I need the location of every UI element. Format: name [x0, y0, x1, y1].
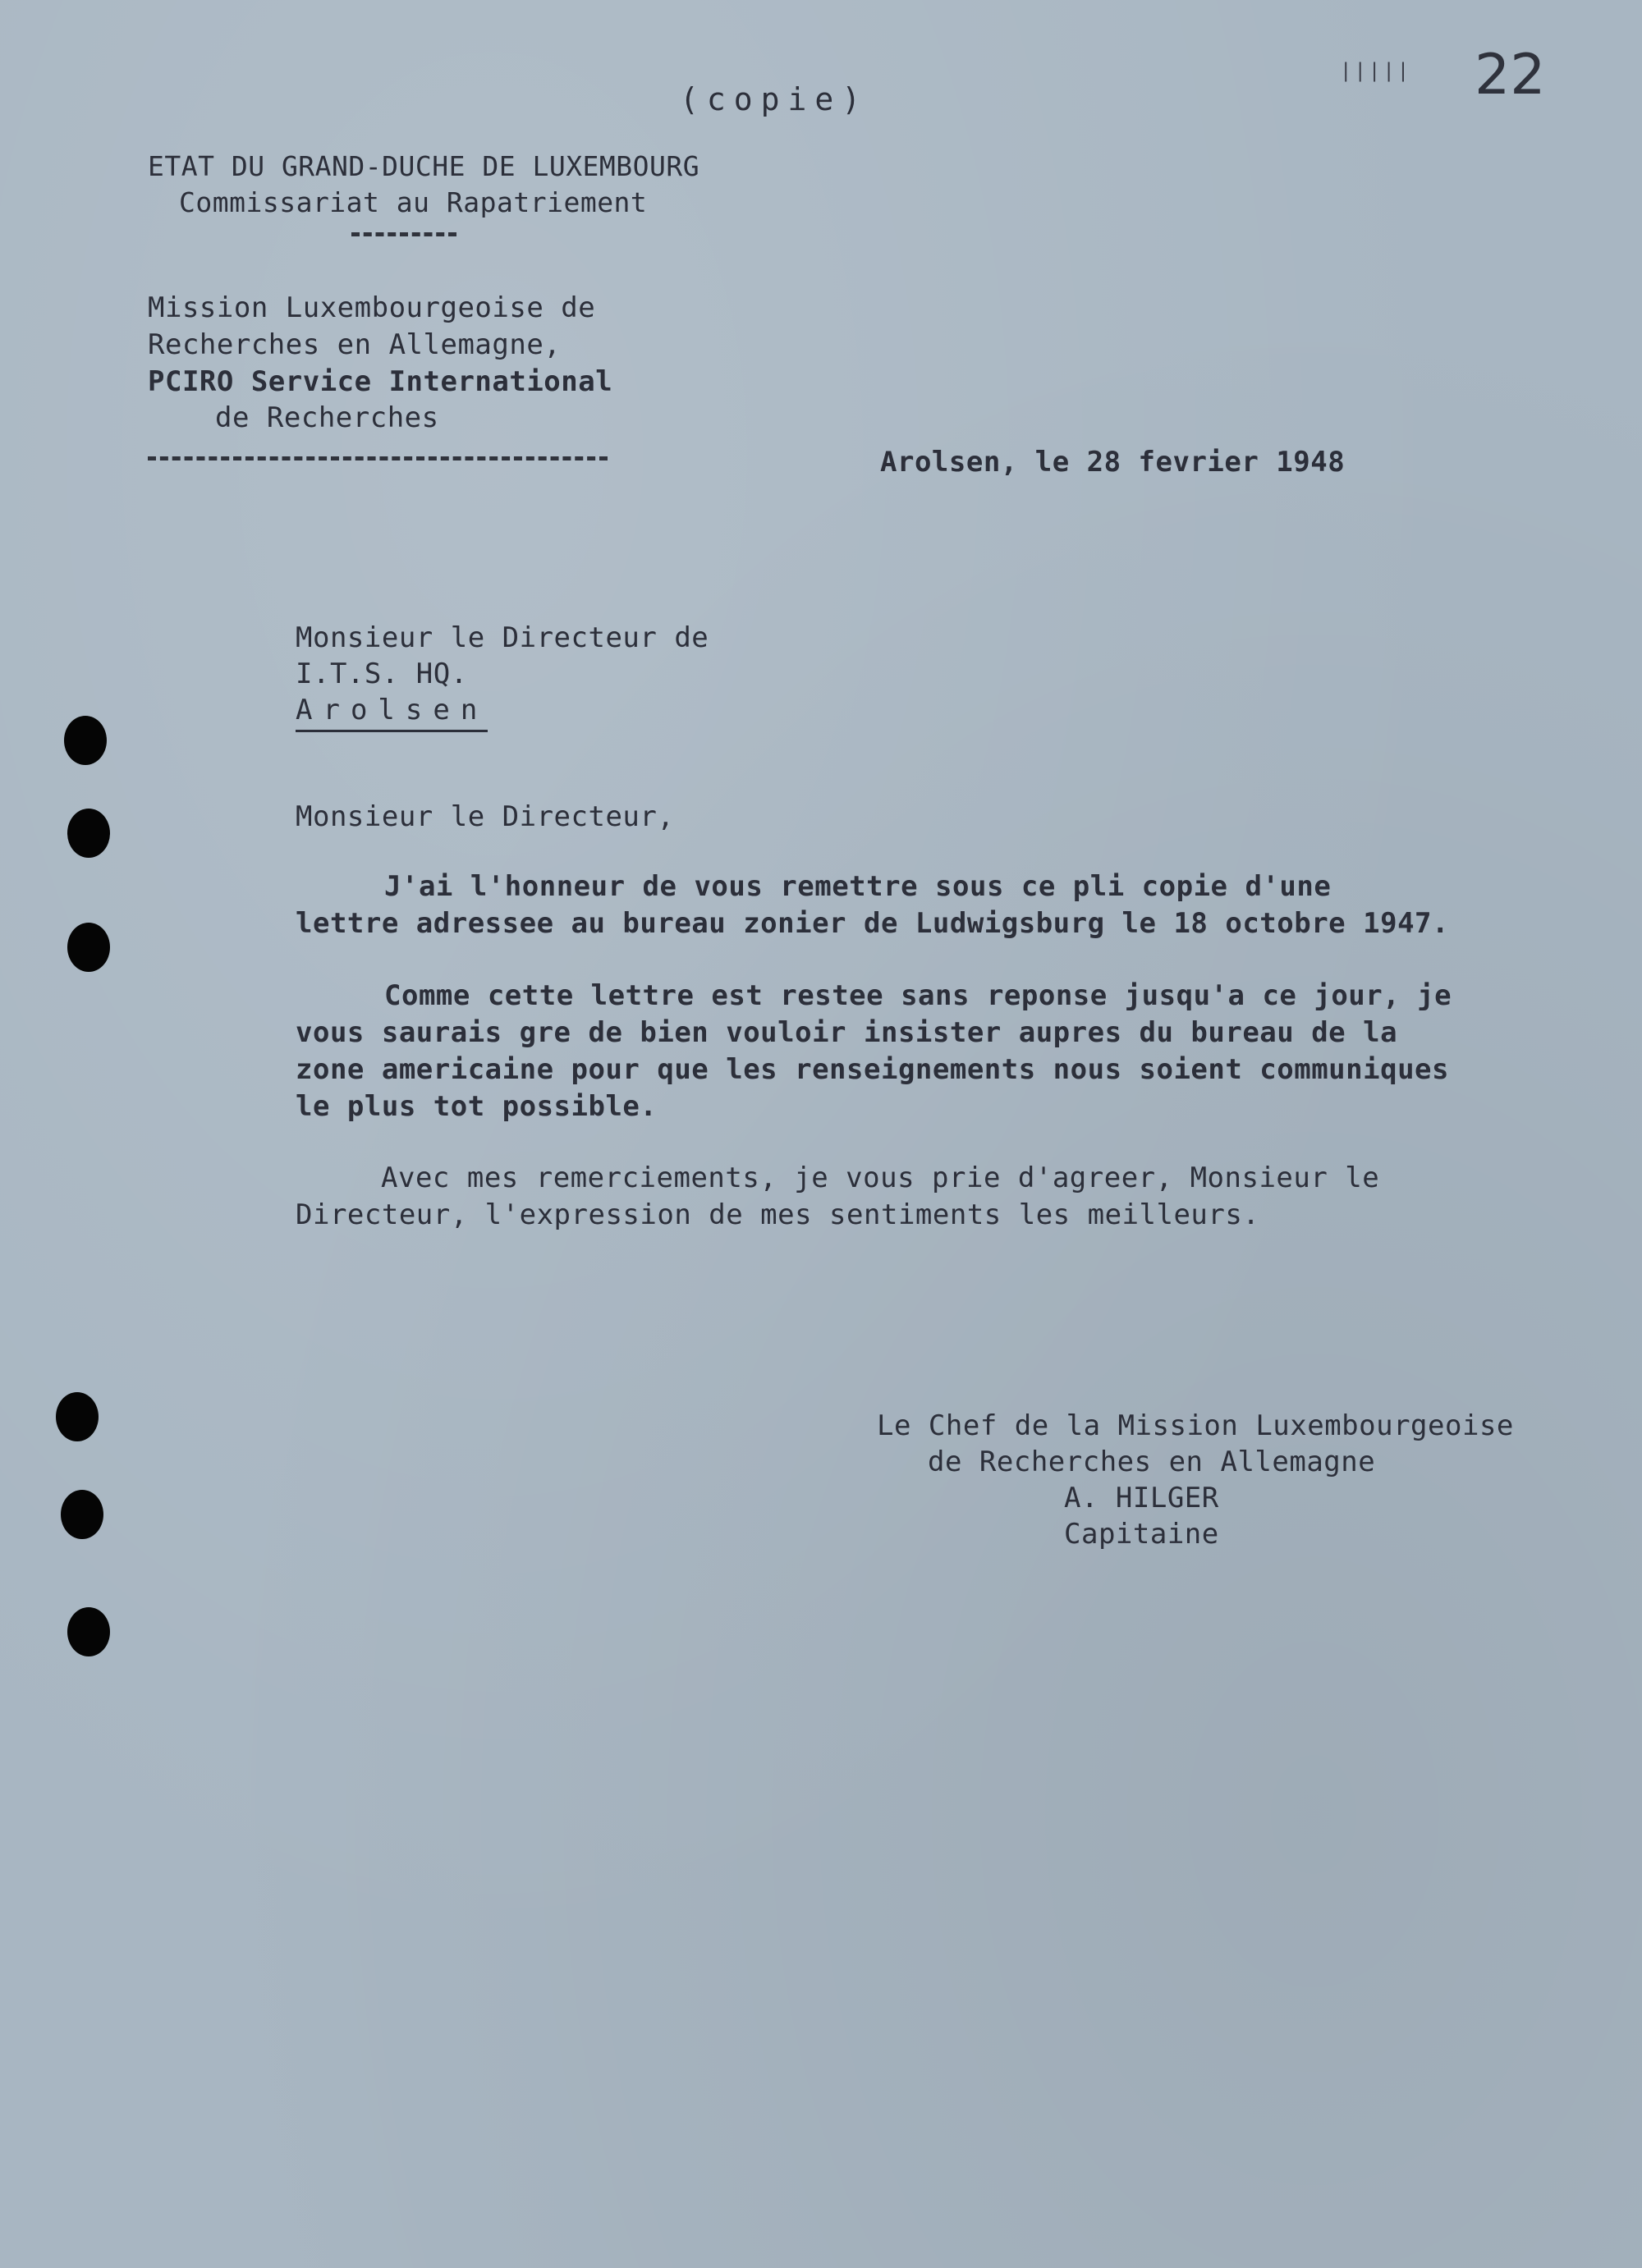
- para1-line-2: lettre adressee au bureau zonier de Ludwigsburg le 18 octobre 1947.: [296, 907, 1449, 940]
- mission-line-2: Recherches en Allemagne,: [148, 328, 562, 361]
- recipient-line-1: Monsieur le Directeur de: [296, 621, 709, 654]
- mission-line-3: PCIRO Service International: [148, 365, 613, 398]
- archive-stamp-mark: |||||: [1340, 59, 1412, 82]
- sender-office: Commissariat au Rapatriement: [179, 186, 648, 218]
- punch-hole: [56, 1392, 99, 1441]
- para2-line-1: Comme cette lettre est restee sans reponse jusqu'a ce jour, je: [384, 979, 1452, 1012]
- mission-line-4: de Recherches: [215, 401, 439, 434]
- punch-hole: [67, 809, 110, 858]
- para2-line-4: le plus tot possible.: [296, 1090, 658, 1123]
- signature-line-2: de Recherches en Allemagne: [928, 1446, 1376, 1478]
- punch-hole: [67, 923, 110, 972]
- recipient-city: Arolsen: [296, 694, 488, 732]
- punch-hole: [61, 1490, 103, 1539]
- mission-line-1: Mission Luxembourgeoise de: [148, 291, 596, 324]
- para3-line-2: Directeur, l'expression de mes sentiments les meilleurs.: [296, 1198, 1260, 1231]
- para2-line-2: vous saurais gre de bien vouloir insister aupres du bureau de la: [296, 1016, 1398, 1049]
- punch-hole: [64, 716, 107, 765]
- para1-line-1: J'ai l'honneur de vous remettre sous ce pli copie d'une: [384, 870, 1332, 903]
- page-number: 22: [1475, 43, 1546, 108]
- recipient-line-3: [296, 696, 488, 724]
- sender-state: ETAT DU GRAND-DUCHE DE LUXEMBOURG: [148, 150, 700, 182]
- signature-line-3: A. HILGER: [1064, 1482, 1219, 1514]
- salutation: Monsieur le Directeur,: [296, 800, 675, 833]
- recipient-line-2: I.T.S. HQ.: [296, 657, 468, 690]
- place-date: Arolsen, le 28 fevrier 1948: [880, 446, 1346, 479]
- sender-divider-long: [148, 456, 608, 460]
- signature-line-4: Capitaine: [1064, 1518, 1219, 1551]
- para3-line-1: Avec mes remerciements, je vous prie d'agreer, Monsieur le: [381, 1161, 1380, 1194]
- copy-label: (copie): [680, 81, 869, 117]
- signature-line-1: Le Chef de la Mission Luxembourgeoise: [877, 1409, 1514, 1442]
- sender-divider-short: [351, 232, 456, 236]
- para2-line-3: zone americaine pour que les renseignements nous soient communiques: [296, 1053, 1449, 1086]
- punch-hole: [67, 1607, 110, 1656]
